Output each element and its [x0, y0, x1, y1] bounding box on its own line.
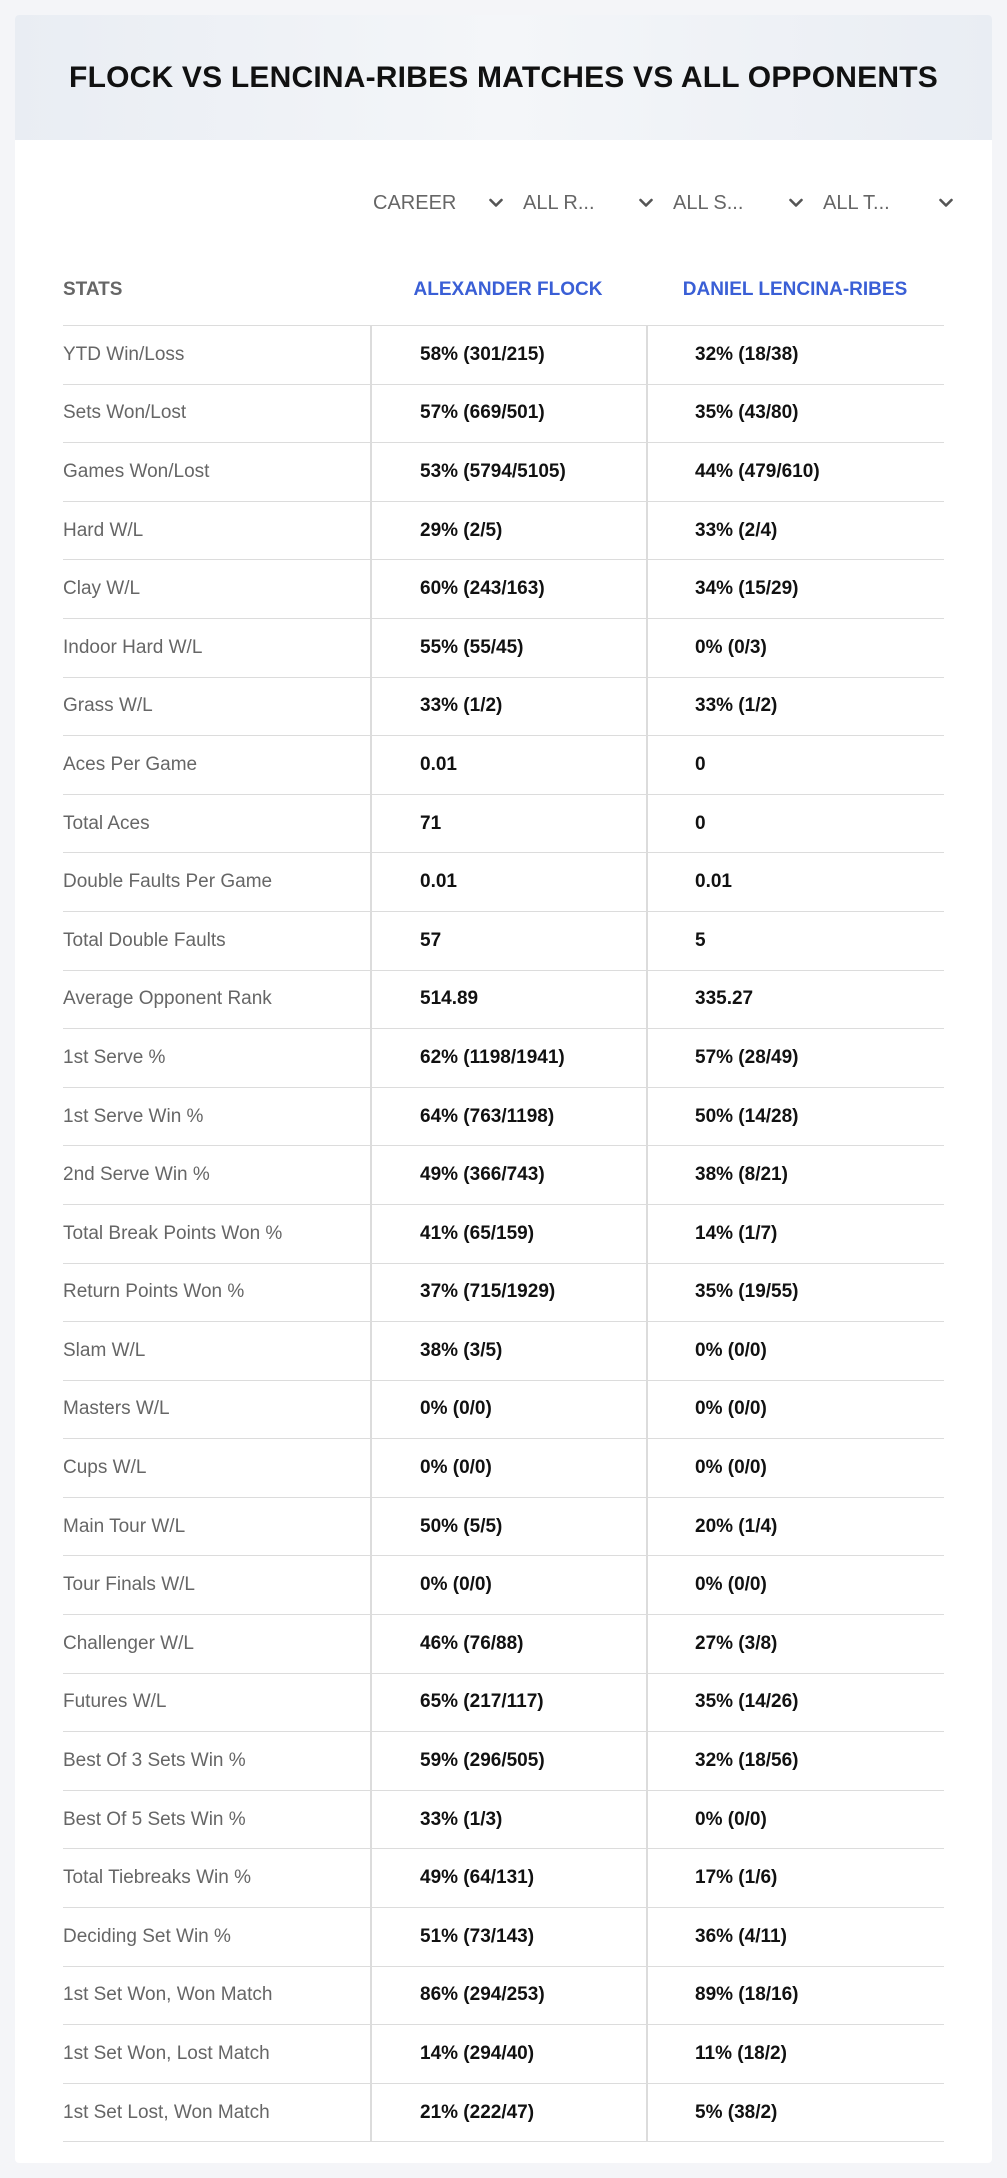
stat-label: Grass W/L — [63, 695, 153, 717]
player1-value: 50% (5/5) — [370, 1498, 646, 1556]
player1-value: 51% (73/143) — [370, 1908, 646, 1966]
player2-value: 44% (479/610) — [646, 443, 944, 501]
stat-label: Cups W/L — [63, 1457, 147, 1479]
stat-label: Tour Finals W/L — [63, 1574, 195, 1596]
table-header — [63, 255, 944, 326]
player2-value: 0% (0/0) — [646, 1322, 944, 1380]
stat-label: Total Double Faults — [63, 929, 226, 951]
column-header-stats: STATS — [63, 279, 123, 300]
stat-label: Indoor Hard W/L — [63, 636, 203, 658]
table-row — [63, 1146, 944, 1205]
stat-label: Masters W/L — [63, 1398, 170, 1420]
player1-value: 57 — [370, 912, 646, 970]
player2-value: 0% (0/0) — [646, 1791, 944, 1849]
filter-period-label: CAREER — [373, 191, 457, 214]
player1-value: 65% (217/117) — [370, 1674, 646, 1732]
player1-value: 29% (2/5) — [370, 502, 646, 560]
page-title: FLOCK VS LENCINA-RIBES MATCHES VS ALL OPPONENTS — [69, 60, 938, 94]
stat-label: Total Tiebreaks Win % — [63, 1867, 251, 1889]
column-header-player2[interactable]: DANIEL LENCINA-RIBES — [682, 279, 908, 300]
player1-value: 0.01 — [370, 853, 646, 911]
table-row — [63, 1439, 944, 1498]
player2-value: 0 — [646, 736, 944, 794]
stat-label: Futures W/L — [63, 1691, 167, 1713]
player2-value: 34% (15/29) — [646, 560, 944, 618]
table-row — [63, 326, 944, 385]
stat-label: Slam W/L — [63, 1339, 146, 1361]
stat-label: Average Opponent Rank — [63, 988, 272, 1010]
table-row — [63, 1967, 944, 2026]
table-row — [63, 1322, 944, 1381]
table-row — [63, 1615, 944, 1674]
player2-value: 33% (1/2) — [646, 678, 944, 736]
stat-label: Challenger W/L — [63, 1632, 194, 1654]
column-header-player1[interactable]: ALEXANDER FLOCK — [413, 279, 603, 300]
table-row — [63, 1674, 944, 1733]
stat-label: 1st Set Won, Won Match — [63, 1984, 273, 2006]
table-row — [63, 1264, 944, 1323]
player1-value: 49% (366/743) — [370, 1146, 646, 1204]
table-row — [63, 2084, 944, 2143]
player2-value: 20% (1/4) — [646, 1498, 944, 1556]
stats-table — [63, 255, 944, 2142]
filter-bar — [363, 183, 963, 223]
player2-value: 33% (2/4) — [646, 502, 944, 560]
table-row — [63, 443, 944, 502]
player2-value: 5 — [646, 912, 944, 970]
table-row — [63, 1556, 944, 1615]
table-row — [63, 1849, 944, 1908]
stat-label: 1st Serve % — [63, 1046, 166, 1068]
player2-value: 35% (14/26) — [646, 1674, 944, 1732]
table-body — [63, 326, 944, 2142]
stat-label: Games Won/Lost — [63, 460, 210, 482]
player1-value: 59% (296/505) — [370, 1732, 646, 1790]
table-row — [63, 1498, 944, 1557]
player2-value: 57% (28/49) — [646, 1029, 944, 1087]
chevron-down-icon — [939, 198, 953, 208]
stat-label: 2nd Serve Win % — [63, 1164, 210, 1186]
player1-value: 71 — [370, 795, 646, 853]
player1-value: 0.01 — [370, 736, 646, 794]
player1-value: 21% (222/47) — [370, 2084, 646, 2142]
player1-value: 0% (0/0) — [370, 1381, 646, 1439]
filter-tournament-select[interactable] — [813, 183, 963, 223]
player2-value: 0 — [646, 795, 944, 853]
player1-value: 86% (294/253) — [370, 1967, 646, 2025]
player2-value: 32% (18/38) — [646, 326, 944, 384]
table-row — [63, 1205, 944, 1264]
table-row — [63, 736, 944, 795]
chevron-down-icon — [789, 198, 803, 208]
table-row — [63, 502, 944, 561]
stat-label: Aces Per Game — [63, 753, 198, 775]
stat-label: 1st Set Won, Lost Match — [63, 2043, 270, 2065]
player1-value: 0% (0/0) — [370, 1439, 646, 1497]
stat-label: Total Break Points Won % — [63, 1222, 283, 1244]
table-row — [63, 971, 944, 1030]
player1-value: 53% (5794/5105) — [370, 443, 646, 501]
player1-value: 57% (669/501) — [370, 385, 646, 443]
player2-value: 27% (3/8) — [646, 1615, 944, 1673]
table-row — [63, 2025, 944, 2084]
player1-value: 58% (301/215) — [370, 326, 646, 384]
table-row — [63, 1791, 944, 1850]
player1-value: 33% (1/2) — [370, 678, 646, 736]
stat-label: Best Of 3 Sets Win % — [63, 1750, 246, 1772]
table-row — [63, 853, 944, 912]
player1-value: 55% (55/45) — [370, 619, 646, 677]
stat-label: 1st Set Lost, Won Match — [63, 2101, 270, 2123]
player2-value: 0% (0/0) — [646, 1439, 944, 1497]
player1-value: 0% (0/0) — [370, 1556, 646, 1614]
table-row — [63, 1381, 944, 1440]
player2-value: 335.27 — [646, 971, 944, 1029]
stat-label: Sets Won/Lost — [63, 402, 187, 424]
chevron-down-icon — [639, 198, 653, 208]
player1-value: 14% (294/40) — [370, 2025, 646, 2083]
stat-label: Deciding Set Win % — [63, 1925, 231, 1947]
player1-value: 37% (715/1929) — [370, 1264, 646, 1322]
player1-value: 514.89 — [370, 971, 646, 1029]
stat-label: Main Tour W/L — [63, 1515, 186, 1537]
card-header — [15, 15, 992, 140]
player2-value: 35% (43/80) — [646, 385, 944, 443]
player2-value: 35% (19/55) — [646, 1264, 944, 1322]
player1-value: 33% (1/3) — [370, 1791, 646, 1849]
player2-value: 50% (14/28) — [646, 1088, 944, 1146]
table-row — [63, 1732, 944, 1791]
table-row — [63, 385, 944, 444]
player1-value: 38% (3/5) — [370, 1322, 646, 1380]
filter-surface-label: ALL S... — [673, 191, 744, 214]
player1-value: 60% (243/163) — [370, 560, 646, 618]
table-row — [63, 1908, 944, 1967]
player2-value: 36% (4/11) — [646, 1908, 944, 1966]
player1-value: 49% (64/131) — [370, 1849, 646, 1907]
stat-label: Double Faults Per Game — [63, 871, 273, 893]
stat-label: Hard W/L — [63, 519, 144, 541]
player2-value: 5% (38/2) — [646, 2084, 944, 2142]
player2-value: 11% (18/2) — [646, 2025, 944, 2083]
chevron-down-icon — [489, 198, 503, 208]
player2-value: 14% (1/7) — [646, 1205, 944, 1263]
table-row — [63, 912, 944, 971]
filter-surface-select[interactable] — [663, 183, 813, 223]
player2-value: 17% (1/6) — [646, 1849, 944, 1907]
table-row — [63, 1088, 944, 1147]
player1-value: 46% (76/88) — [370, 1615, 646, 1673]
player1-value: 41% (65/159) — [370, 1205, 646, 1263]
table-row — [63, 619, 944, 678]
player2-value: 0% (0/3) — [646, 619, 944, 677]
stat-label: Best Of 5 Sets Win % — [63, 1808, 246, 1830]
stat-label: Total Aces — [63, 812, 150, 834]
stat-label: Return Points Won % — [63, 1281, 245, 1303]
filter-round-label: ALL R... — [523, 191, 595, 214]
table-row — [63, 795, 944, 854]
filter-period-select[interactable] — [363, 183, 513, 223]
player2-value: 32% (18/56) — [646, 1732, 944, 1790]
player2-value: 89% (18/16) — [646, 1967, 944, 2025]
player2-value: 0.01 — [646, 853, 944, 911]
filter-tournament-label: ALL T... — [823, 191, 890, 214]
player2-value: 0% (0/0) — [646, 1556, 944, 1614]
stats-card — [15, 15, 992, 2163]
table-row — [63, 560, 944, 619]
table-row — [63, 678, 944, 737]
table-row — [63, 1029, 944, 1088]
stat-label: YTD Win/Loss — [63, 343, 185, 365]
filter-round-select[interactable] — [513, 183, 663, 223]
stat-label: Clay W/L — [63, 578, 141, 600]
player1-value: 64% (763/1198) — [370, 1088, 646, 1146]
stat-label: 1st Serve Win % — [63, 1105, 204, 1127]
player2-value: 0% (0/0) — [646, 1381, 944, 1439]
player2-value: 38% (8/21) — [646, 1146, 944, 1204]
player1-value: 62% (1198/1941) — [370, 1029, 646, 1087]
